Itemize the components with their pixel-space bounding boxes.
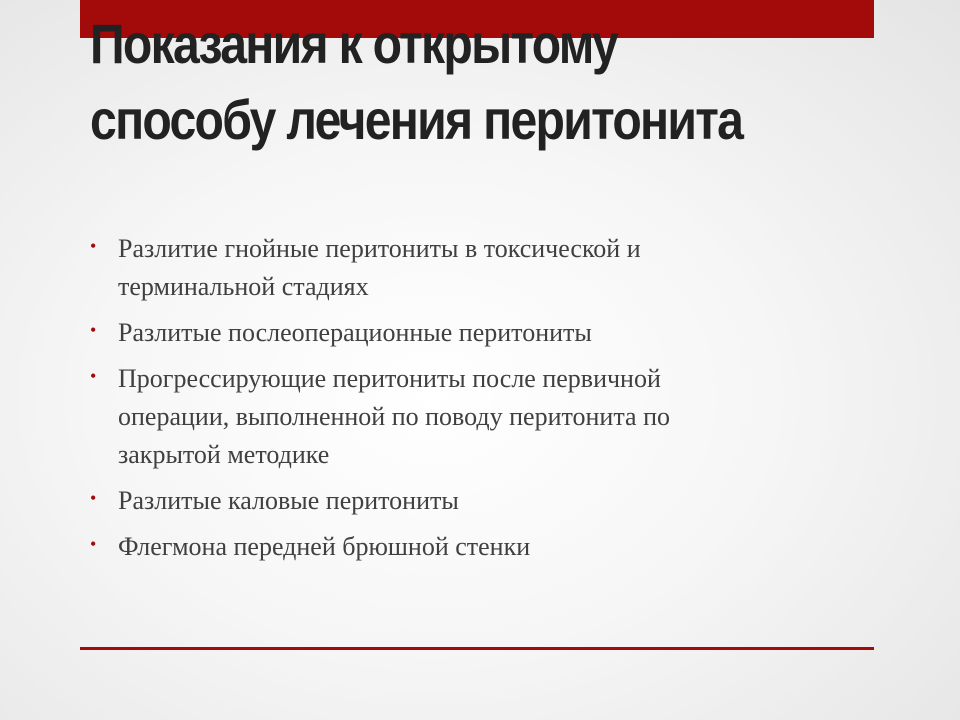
bullet-text-line: закрытой методике [118, 440, 330, 469]
bullet-text-line: операции, выполненной по поводу перитонита по [118, 402, 670, 431]
bullet-item-5 [90, 528, 810, 566]
bullet-item-1 [90, 230, 810, 306]
slide-title [90, 6, 795, 158]
bullet-dot-icon: • [90, 320, 97, 340]
bullet-dot-icon: • [90, 534, 97, 554]
slide-title-line-1: Показания к открытому [90, 12, 618, 75]
bullet-text-line: Разлитые послеоперационные перитониты [118, 318, 592, 347]
bullet-text-line: Разлитие гнойные перитониты в токсической и [118, 234, 641, 263]
bullet-dot-icon: • [90, 366, 97, 386]
slide-title-line-2: способу лечения перитонита [90, 88, 743, 151]
bullet-item-4 [90, 482, 810, 520]
bullet-dot-icon: • [90, 236, 97, 256]
bullet-list [90, 230, 810, 574]
bullet-text-line: Разлитые каловые перитониты [118, 486, 459, 515]
bullet-item-3 [90, 360, 810, 474]
bullet-text-line: Флегмона передней брюшной стенки [118, 532, 531, 561]
bullet-text-line: Прогрессирующие перитониты после первичной [118, 364, 661, 393]
bottom-accent-rule [80, 647, 874, 650]
bullet-dot-icon: • [90, 488, 97, 508]
bullet-text-line: терминальной стадиях [118, 272, 369, 301]
bullet-item-2 [90, 314, 810, 352]
